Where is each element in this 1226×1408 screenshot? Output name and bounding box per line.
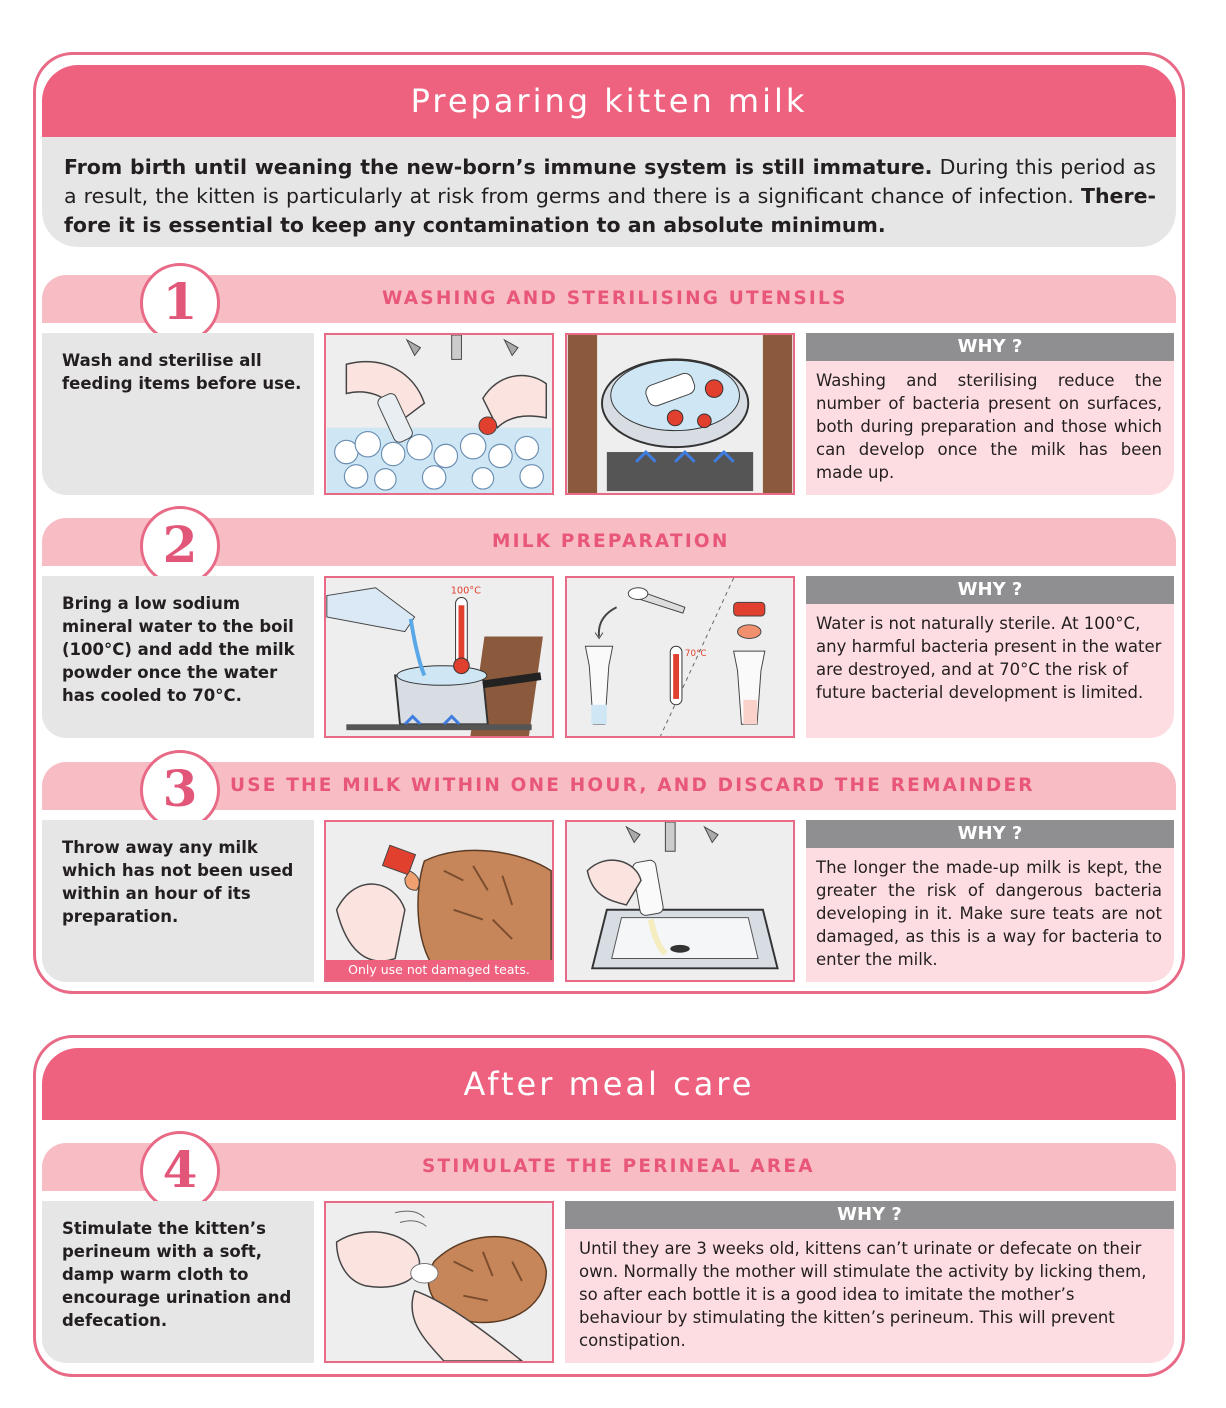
why-label: WHY ? bbox=[806, 333, 1174, 361]
step-number: 2 bbox=[140, 506, 220, 586]
thermometer-label-low: 70°C bbox=[684, 649, 707, 660]
step-number: 3 bbox=[140, 750, 220, 830]
thermometer-label-high: 100°C bbox=[450, 585, 482, 597]
bottle-mixing-image bbox=[567, 578, 793, 736]
why-box bbox=[565, 1201, 1174, 1363]
why-text: Water is not naturally sterile. At 100°C, any harmful bacteria present in the water are destroyed, and at 70°C the risk of future bacterial development is limited. bbox=[816, 614, 1162, 702]
section-title: After meal care bbox=[42, 1048, 1176, 1120]
boiling-pot-image bbox=[567, 335, 793, 493]
step-number: 1 bbox=[140, 263, 220, 343]
washing-hands-image bbox=[326, 335, 552, 493]
section-title: Preparing kitten milk bbox=[42, 65, 1176, 137]
why-label: WHY ? bbox=[806, 576, 1174, 604]
step-instruction: Stimulate the kitten’s perineum with a soft, damp warm cloth to encourage urination and defecation. bbox=[42, 1201, 314, 1363]
why-text: Until they are 3 weeks old, kittens can’t urinate or defecate on their own. Normally the mother will stimulate the activity by licking them, so after each bottle it is a good idea to imitate the mother’s behaviour by stimulating the kitten’s perineum. This will prevent constipation. bbox=[579, 1239, 1147, 1350]
step-instruction: Wash and sterilise all feeding items before use. bbox=[42, 333, 314, 495]
after-meal-panel bbox=[33, 1035, 1185, 1377]
kitten-stimulation-image bbox=[326, 1203, 552, 1361]
kitten-feeding-image bbox=[326, 822, 552, 980]
step-title: STIMULATE THE PERINEAL AREA bbox=[422, 1156, 815, 1177]
why-text: Washing and sterilising reduce the number of bacteria present on surfaces, both during preparation and those which can develop once the milk has been made up. bbox=[816, 371, 1162, 482]
step-title: USE THE MILK WITHIN ONE HOUR, AND DISCARD THE REMAINDER bbox=[230, 775, 1035, 796]
washing-illustration bbox=[324, 333, 554, 495]
why-label: WHY ? bbox=[565, 1201, 1174, 1229]
step-1 bbox=[42, 272, 1176, 495]
intro-text bbox=[42, 137, 1176, 247]
intro-bold-1: From birth until weaning the new-born’s immune system is still immature. bbox=[64, 155, 933, 179]
step-instruction: Throw away any milk which has not been used within an hour of its preparation. bbox=[42, 820, 314, 982]
boiling-illustration bbox=[565, 333, 795, 495]
stimulation-illustration bbox=[324, 1201, 554, 1363]
preparing-milk-panel bbox=[33, 52, 1185, 994]
intro-bold-2: There-fore it is essential to keep any contamination to an absolute minimum. bbox=[64, 184, 1156, 237]
water-pot-image bbox=[326, 578, 552, 736]
boiling-water-illustration bbox=[324, 576, 554, 738]
intro-normal: During this period as a result, the kitten is particularly at risk from germs and there is a significant chance of infection. bbox=[64, 155, 1156, 208]
step-title: MILK PREPARATION bbox=[492, 531, 730, 552]
step-3 bbox=[42, 759, 1176, 982]
why-box bbox=[806, 576, 1174, 738]
step-title: WASHING AND STERILISING UTENSILS bbox=[382, 288, 848, 309]
why-box bbox=[806, 333, 1174, 495]
why-label: WHY ? bbox=[806, 820, 1174, 848]
why-box bbox=[806, 820, 1174, 982]
cooling-illustration bbox=[565, 576, 795, 738]
discard-illustration bbox=[565, 820, 795, 982]
feeding-illustration bbox=[324, 820, 554, 982]
image-caption: Only use not damaged teats. bbox=[326, 960, 552, 980]
step-4 bbox=[42, 1140, 1176, 1363]
step-number: 4 bbox=[140, 1131, 220, 1211]
sink-discard-image bbox=[567, 822, 793, 980]
step-2 bbox=[42, 515, 1176, 738]
step-instruction: Bring a low sodium mineral water to the boil (100°C) and add the milk powder once the water has cooled to 70°C. bbox=[42, 576, 314, 738]
why-text: The longer the made-up milk is kept, the greater the risk of dangerous bacteria developing in it. Make sure teats are not damaged, as this is a way for bacteria to enter the milk. bbox=[816, 858, 1162, 969]
